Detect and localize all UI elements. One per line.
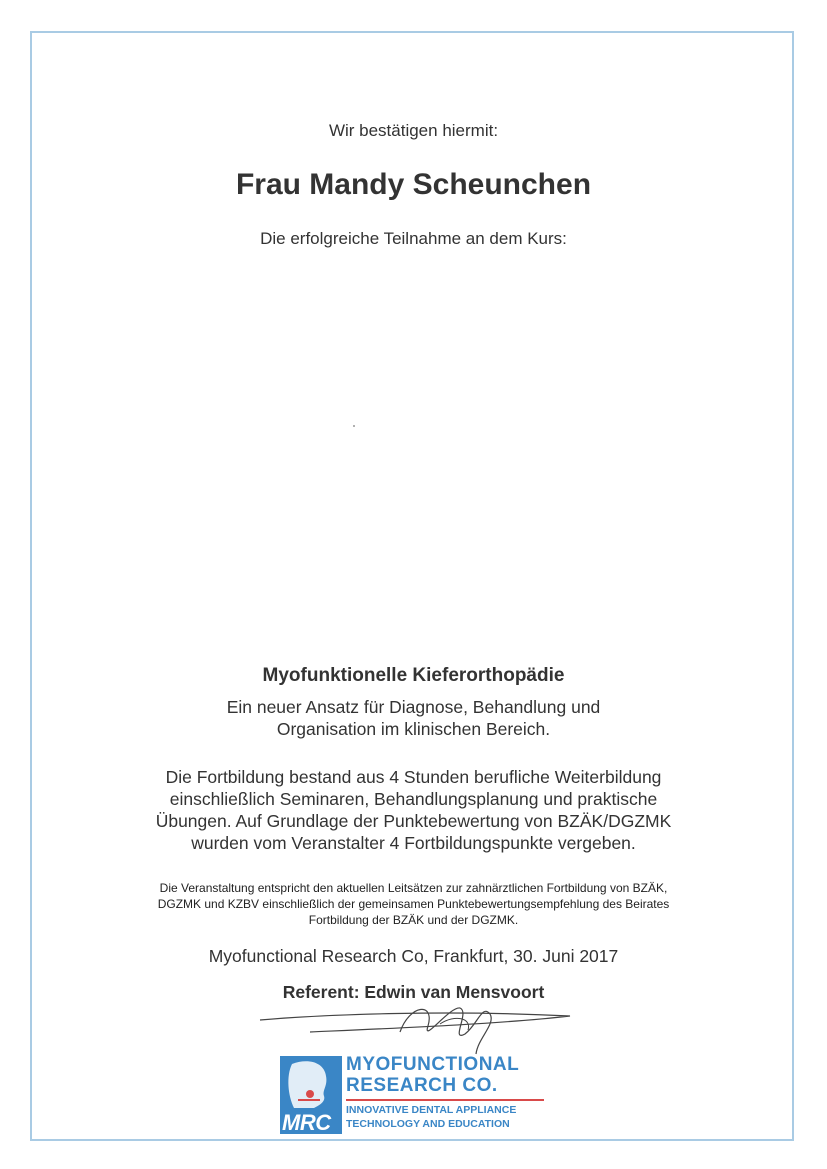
confirmation-intro: Wir bestätigen hiermit: (328, 121, 499, 140)
details-line: wurden vom Veranstalter 4 Fortbildungspunkte vergeben. (191, 833, 636, 853)
details-line: einschließlich Seminaren, Behandlungsplanung und praktische (169, 789, 658, 809)
paper-speck (353, 425, 355, 427)
logo-line-1: MYOFUNCTIONAL (346, 1054, 520, 1075)
details-line: Übungen. Auf Grundlage der Punktebewertung von BZÄK/DGZMK (155, 811, 672, 831)
course-details (0, 766, 827, 854)
course-title: Myofunktionelle Kieferorthopädie (262, 665, 565, 686)
details-line: Die Fortbildung bestand aus 4 Stunden berufliche Weiterbildung (165, 767, 662, 787)
logo-divider (346, 1099, 544, 1101)
note-line: Fortbildung der BZÄK und der DGZMK. (308, 913, 519, 927)
note-line: Die Veranstaltung entspricht den aktuellen Leitsätzen zur zahnärztlichen Fortbildung von BZÄK, (159, 881, 668, 895)
logo-tagline-1: INNOVATIVE DENTAL APPLIANCE (346, 1104, 517, 1116)
note-line: DGZMK und KZBV einschließlich der gemeinsamen Punktebewertungsempfehlung des Beirates (157, 897, 670, 911)
course-subtitle-line: Ein neuer Ansatz für Diagnose, Behandlung und (226, 697, 601, 717)
logo-line-2: RESEARCH CO. (346, 1075, 498, 1096)
course-subtitle (0, 696, 827, 740)
accreditation-note (0, 880, 827, 928)
referent-name: Referent: Edwin van Mensvoort (282, 982, 545, 1002)
logo-tagline-2: TECHNOLOGY AND EDUCATION (346, 1118, 510, 1130)
logo-emblem (280, 1056, 342, 1134)
recipient-name: Frau Mandy Scheunchen (235, 168, 592, 201)
course-subtitle-line: Organisation im klinischen Bereich. (276, 719, 551, 739)
logo-mark-text: MRC (282, 1110, 331, 1134)
place-and-date: Myofunctional Research Co, Frankfurt, 30. Juni 2017 (208, 946, 619, 966)
participation-statement: Die erfolgreiche Teilnahme an dem Kurs: (260, 229, 567, 248)
company-logo (280, 1054, 560, 1140)
